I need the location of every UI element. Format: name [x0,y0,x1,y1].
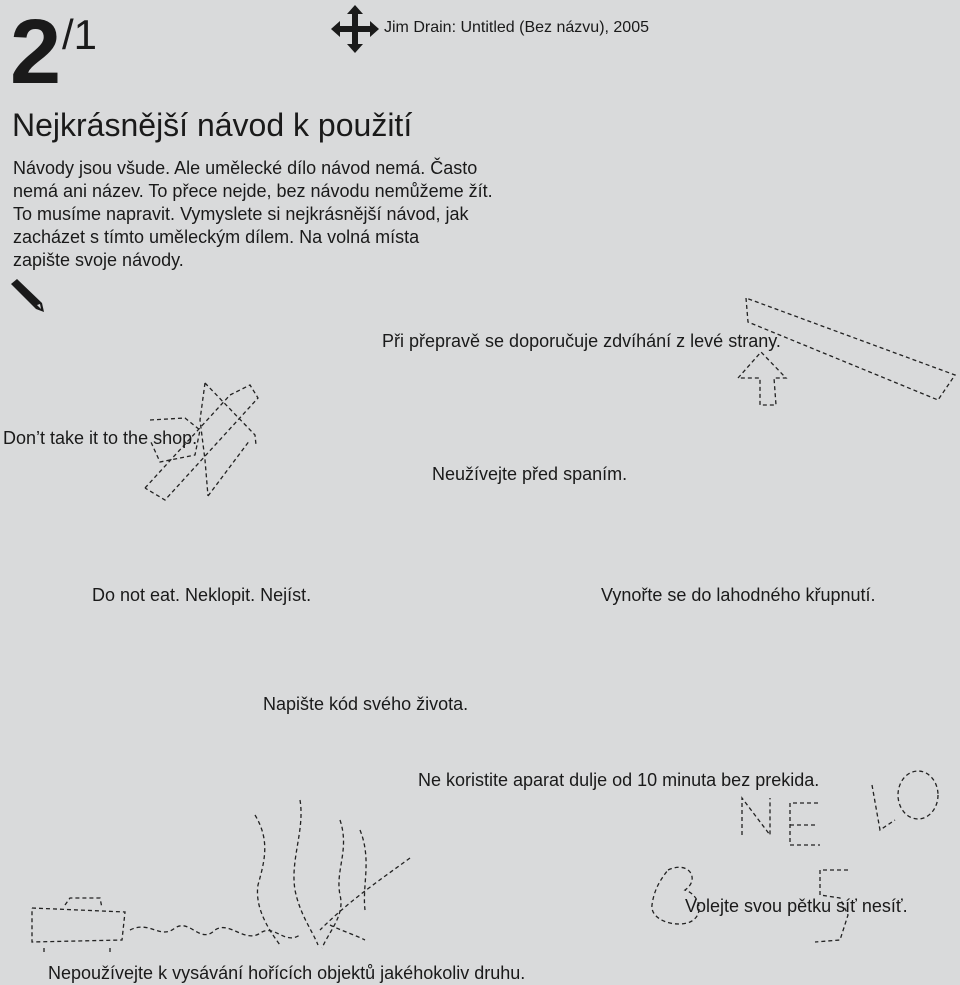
pencil-icon [8,278,48,314]
doodle-vacuum [32,908,125,942]
instruction-text: Neužívejte před spaním. [432,464,628,484]
doodle-x-stroke [205,383,256,445]
intro-line: nemá ani název. To přece nejde, bez návodu nemůžeme žít. [13,181,493,201]
intro-line: To musíme napravit. Vymyslete si nejkrásnější návod, jak [13,204,469,224]
doodle-vacuum [65,898,102,908]
page-title: Nejkrásnější návod k použití [12,107,413,143]
doodle-letter-one [872,785,895,830]
doodle-smoke [294,800,318,945]
doodle-smoke [322,820,344,948]
instruction-text: Napište kód svého života. [263,694,469,714]
page-subnumber: /1 [62,11,98,58]
doodle-smoke [360,830,366,910]
doodle-letter-zero [898,771,938,819]
doodle-arrow-up [738,352,786,405]
intro-paragraph [13,157,533,272]
doodle-x-stroke [200,383,208,496]
instruction-text: Don’t take it to the shop. [3,428,198,448]
doodle-smoke [330,925,365,940]
instruction-text: Volejte svou pětku síť nesíť. [685,896,908,916]
instruction-text: Při přepravě se doporučuje zdvíhání z levé strany. [382,331,781,351]
intro-line: Návody jsou všude. Ale umělecké dílo návod nemá. Často [13,158,478,178]
intro-line: zacházet s tímto uměleckým dílem. Na volná místa [13,227,420,247]
page-number: 2 [10,1,56,103]
instruction-text: Do not eat. Neklopit. Nejíst. [92,585,312,605]
move-arrows-icon [330,4,380,54]
instruction-text: Vynořte se do lahodného křupnutí. [601,585,876,605]
doodle-scribble [130,926,300,938]
intro-line: zapište svoje návody. [13,250,184,270]
doodle-x-stroke [208,440,250,496]
artwork-credit: Jim Drain: Untitled (Bez názvu), 2005 [384,19,649,36]
doodle-smoke [320,858,410,930]
instruction-text: Ne koristite aparat dulje od 10 minuta bez prekida. [418,770,820,790]
doodle-smoke [255,815,280,945]
doodle-letter-n [742,798,770,835]
instruction-text: Nepoužívejte k vysávání hořících objektů jakéhokoliv druhu. [48,963,526,983]
doodle-letter-e [790,803,820,845]
